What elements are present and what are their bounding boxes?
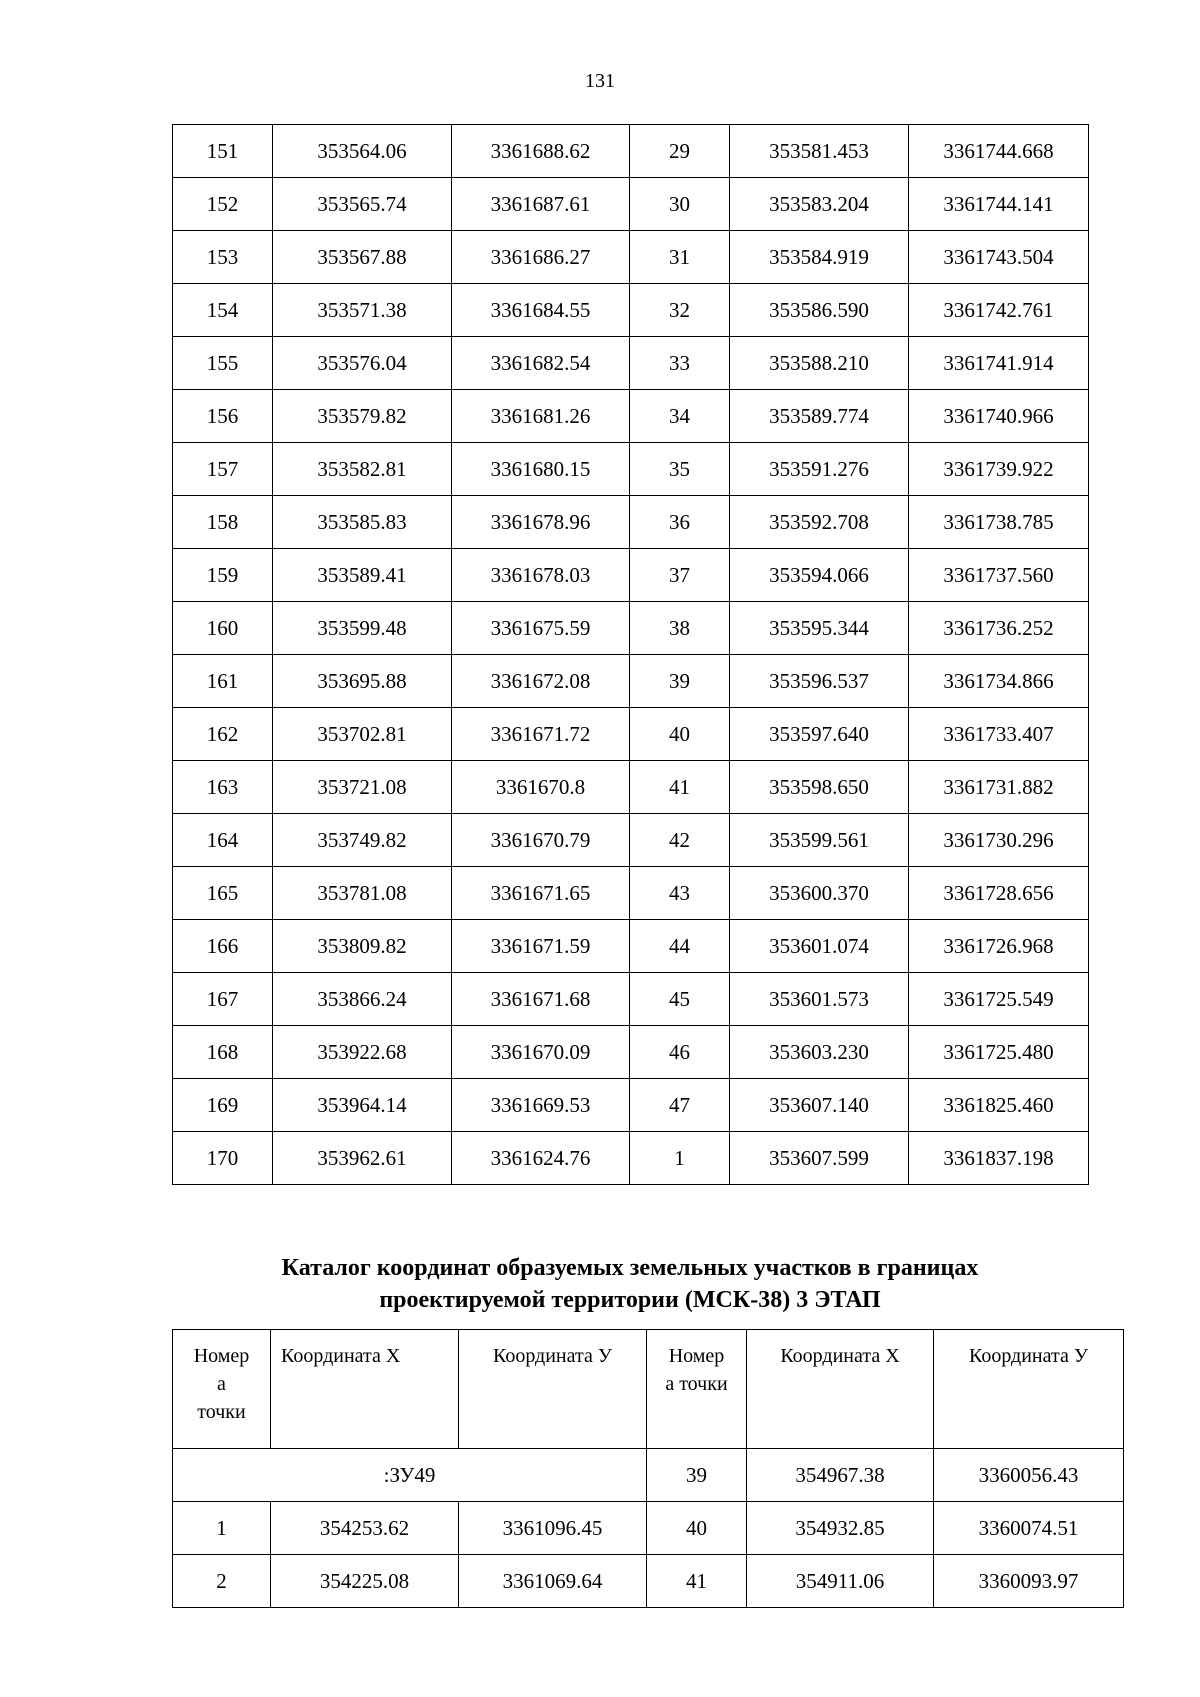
- header-coordinate-y: Координата У: [459, 1330, 647, 1449]
- table-cell: 3361069.64: [459, 1555, 647, 1608]
- table-cell: 3361678.03: [452, 549, 630, 602]
- table-cell: 353962.61: [273, 1132, 452, 1185]
- table-cell: 3361672.08: [452, 655, 630, 708]
- table-cell: 353565.74: [273, 178, 452, 231]
- table-cell: 353695.88: [273, 655, 452, 708]
- table-cell: 39: [630, 655, 730, 708]
- table-cell: 353596.537: [730, 655, 909, 708]
- table-cell: 46: [630, 1026, 730, 1079]
- table-cell: 161: [173, 655, 273, 708]
- table-cell: 165: [173, 867, 273, 920]
- table-cell: 3361730.296: [909, 814, 1089, 867]
- table-cell: 3361737.560: [909, 549, 1089, 602]
- table-cell: 37: [630, 549, 730, 602]
- table-cell: 353598.650: [730, 761, 909, 814]
- table-cell: 3361744.141: [909, 178, 1089, 231]
- table-cell: 3361670.09: [452, 1026, 630, 1079]
- table-cell: 1: [173, 1502, 271, 1555]
- table-cell: 3361096.45: [459, 1502, 647, 1555]
- table-cell: 353866.24: [273, 973, 452, 1026]
- table-cell: 3361837.198: [909, 1132, 1089, 1185]
- table-cell: 158: [173, 496, 273, 549]
- table-cell: 353601.074: [730, 920, 909, 973]
- table-row: [173, 178, 1089, 231]
- table-cell: 3361725.480: [909, 1026, 1089, 1079]
- table-cell: 152: [173, 178, 273, 231]
- header-point-number-line: а: [217, 1373, 226, 1395]
- table-cell: 353607.140: [730, 1079, 909, 1132]
- table-cell: 3361682.54: [452, 337, 630, 390]
- table-row: [173, 443, 1089, 496]
- table-cell: 31: [630, 231, 730, 284]
- table-cell: 353584.919: [730, 231, 909, 284]
- table-cell: 354253.62: [271, 1502, 459, 1555]
- table-row: [173, 496, 1089, 549]
- table-cell: 40: [647, 1502, 747, 1555]
- table-cell: 2: [173, 1555, 271, 1608]
- table-cell: 32: [630, 284, 730, 337]
- coordinates-table-continued: [172, 124, 1089, 1185]
- table-cell: 3361671.72: [452, 708, 630, 761]
- table-row: [173, 284, 1089, 337]
- table-row: [173, 867, 1089, 920]
- table-cell: 354967.38: [747, 1449, 934, 1502]
- table-cell: 3361742.761: [909, 284, 1089, 337]
- table-cell: 162: [173, 708, 273, 761]
- table-cell: 30: [630, 178, 730, 231]
- table-row: [173, 761, 1089, 814]
- table-cell: 151: [173, 125, 273, 178]
- catalog-title: [172, 1252, 1088, 1316]
- header-point-number: [173, 1330, 271, 1449]
- header-point-number-line: Номер: [193, 1345, 250, 1367]
- table-cell: 353599.48: [273, 602, 452, 655]
- table-cell: 3361733.407: [909, 708, 1089, 761]
- table-cell: 353588.210: [730, 337, 909, 390]
- header-point-number-line: а точки: [665, 1373, 728, 1395]
- header-coordinate-y-2: Координата У: [934, 1330, 1124, 1449]
- table-row: [173, 708, 1089, 761]
- table-cell: 169: [173, 1079, 273, 1132]
- table-row: [173, 1026, 1089, 1079]
- table-cell: 3361728.656: [909, 867, 1089, 920]
- table-cell: 157: [173, 443, 273, 496]
- table-cell: 3361734.866: [909, 655, 1089, 708]
- header-coordinate-x: Координата Х: [271, 1330, 459, 1449]
- table-cell: 153: [173, 231, 273, 284]
- land-plot-label: :ЗУ49: [173, 1449, 647, 1502]
- table-cell: 353585.83: [273, 496, 452, 549]
- table-row: [173, 1079, 1089, 1132]
- table-cell: 3360056.43: [934, 1449, 1124, 1502]
- table-cell: 156: [173, 390, 273, 443]
- table-row: [173, 920, 1089, 973]
- table-cell: 353702.81: [273, 708, 452, 761]
- table-cell: 353599.561: [730, 814, 909, 867]
- table-cell: 45: [630, 973, 730, 1026]
- table-cell: 354225.08: [271, 1555, 459, 1608]
- table-cell: 353582.81: [273, 443, 452, 496]
- table-cell: 39: [647, 1449, 747, 1502]
- table-cell: 353597.640: [730, 708, 909, 761]
- table-cell: 3361744.668: [909, 125, 1089, 178]
- catalog-table-body: [173, 1502, 1124, 1608]
- table-row: [173, 549, 1089, 602]
- table-header-row: [173, 1330, 1124, 1449]
- table-cell: 43: [630, 867, 730, 920]
- table-cell: 47: [630, 1079, 730, 1132]
- table-cell: 354911.06: [747, 1555, 934, 1608]
- table-cell: 3361731.882: [909, 761, 1089, 814]
- table-cell: 3361740.966: [909, 390, 1089, 443]
- table-cell: 353579.82: [273, 390, 452, 443]
- table-cell: 353922.68: [273, 1026, 452, 1079]
- table-cell: 353781.08: [273, 867, 452, 920]
- table-row: [173, 231, 1089, 284]
- table-cell: 167: [173, 973, 273, 1026]
- table-cell: 3360093.97: [934, 1555, 1124, 1608]
- table-cell: 353564.06: [273, 125, 452, 178]
- table-cell: 3361741.914: [909, 337, 1089, 390]
- table-row: [173, 390, 1089, 443]
- table-cell: 160: [173, 602, 273, 655]
- table-cell: 353589.41: [273, 549, 452, 602]
- table-cell: 3361671.65: [452, 867, 630, 920]
- table-cell: 3361687.61: [452, 178, 630, 231]
- table-cell: 166: [173, 920, 273, 973]
- table-cell: 353600.370: [730, 867, 909, 920]
- table-cell: 353591.276: [730, 443, 909, 496]
- table-cell: 1: [630, 1132, 730, 1185]
- table-cell: 3361681.26: [452, 390, 630, 443]
- catalog-title-line-1: Каталог координат образуемых земельных участков в границах: [281, 1255, 979, 1281]
- page-number: 131: [585, 70, 615, 92]
- table-cell: 163: [173, 761, 273, 814]
- table-cell: 353809.82: [273, 920, 452, 973]
- table-cell: 3361669.53: [452, 1079, 630, 1132]
- table-cell: 353592.708: [730, 496, 909, 549]
- header-point-number-2: [647, 1330, 747, 1449]
- table-cell: 3361624.76: [452, 1132, 630, 1185]
- table-cell: 353749.82: [273, 814, 452, 867]
- table-cell: 353589.774: [730, 390, 909, 443]
- table-cell: 353586.590: [730, 284, 909, 337]
- table-row: [173, 337, 1089, 390]
- table-cell: 3361670.8: [452, 761, 630, 814]
- table-cell: 353595.344: [730, 602, 909, 655]
- table-cell: 353601.573: [730, 973, 909, 1026]
- table-cell: 353594.066: [730, 549, 909, 602]
- table-cell: 3361686.27: [452, 231, 630, 284]
- table-cell: 3361688.62: [452, 125, 630, 178]
- catalog-title-line-2: проектируемой территории (МСК-38) 3 ЭТАП: [379, 1287, 881, 1313]
- table-cell: 42: [630, 814, 730, 867]
- table-row: [173, 125, 1089, 178]
- table-cell: 154: [173, 284, 273, 337]
- table-cell: 41: [630, 761, 730, 814]
- table-cell: 41: [647, 1555, 747, 1608]
- table-cell: 353583.204: [730, 178, 909, 231]
- table-cell: 3361738.785: [909, 496, 1089, 549]
- table-cell: 159: [173, 549, 273, 602]
- table-cell: 353581.453: [730, 125, 909, 178]
- table-cell: 3361726.968: [909, 920, 1089, 973]
- table-cell: 3361739.922: [909, 443, 1089, 496]
- table-cell: 3361671.68: [452, 973, 630, 1026]
- table-cell: 3361670.79: [452, 814, 630, 867]
- table-cell: 353607.599: [730, 1132, 909, 1185]
- table-row: [173, 602, 1089, 655]
- table-row: [173, 814, 1089, 867]
- table-cell: 3361743.504: [909, 231, 1089, 284]
- table-cell: 3361825.460: [909, 1079, 1089, 1132]
- table-cell: 164: [173, 814, 273, 867]
- table-cell: 34: [630, 390, 730, 443]
- table-cell: 3361736.252: [909, 602, 1089, 655]
- table-cell: 38: [630, 602, 730, 655]
- table-cell: 353571.38: [273, 284, 452, 337]
- table-cell: 33: [630, 337, 730, 390]
- table-cell: 3361675.59: [452, 602, 630, 655]
- table-row: [173, 1132, 1089, 1185]
- table-cell: 40: [630, 708, 730, 761]
- table-cell: 155: [173, 337, 273, 390]
- table-cell: 353576.04: [273, 337, 452, 390]
- coordinates-table-body: [173, 125, 1089, 1185]
- header-point-number-line: точки: [197, 1401, 246, 1423]
- header-coordinate-x-2: Координата Х: [747, 1330, 934, 1449]
- table-cell: 353721.08: [273, 761, 452, 814]
- table-cell: 353964.14: [273, 1079, 452, 1132]
- table-cell: 354932.85: [747, 1502, 934, 1555]
- table-cell: 3360074.51: [934, 1502, 1124, 1555]
- table-cell: 3361684.55: [452, 284, 630, 337]
- table-row: [173, 1502, 1124, 1555]
- table-cell: 3361678.96: [452, 496, 630, 549]
- table-cell: 3361725.549: [909, 973, 1089, 1026]
- table-cell: 353603.230: [730, 1026, 909, 1079]
- catalog-coordinates-table: [172, 1329, 1124, 1608]
- table-row: [173, 655, 1089, 708]
- table-row: [173, 1555, 1124, 1608]
- table-row: [173, 973, 1089, 1026]
- table-cell: 35: [630, 443, 730, 496]
- table-row-group: [173, 1449, 1124, 1502]
- table-cell: 353567.88: [273, 231, 452, 284]
- header-point-number-line: Номер: [668, 1345, 725, 1367]
- table-cell: 168: [173, 1026, 273, 1079]
- table-cell: 3361680.15: [452, 443, 630, 496]
- table-cell: 36: [630, 496, 730, 549]
- table-cell: 3361671.59: [452, 920, 630, 973]
- table-cell: 170: [173, 1132, 273, 1185]
- table-cell: 44: [630, 920, 730, 973]
- table-cell: 29: [630, 125, 730, 178]
